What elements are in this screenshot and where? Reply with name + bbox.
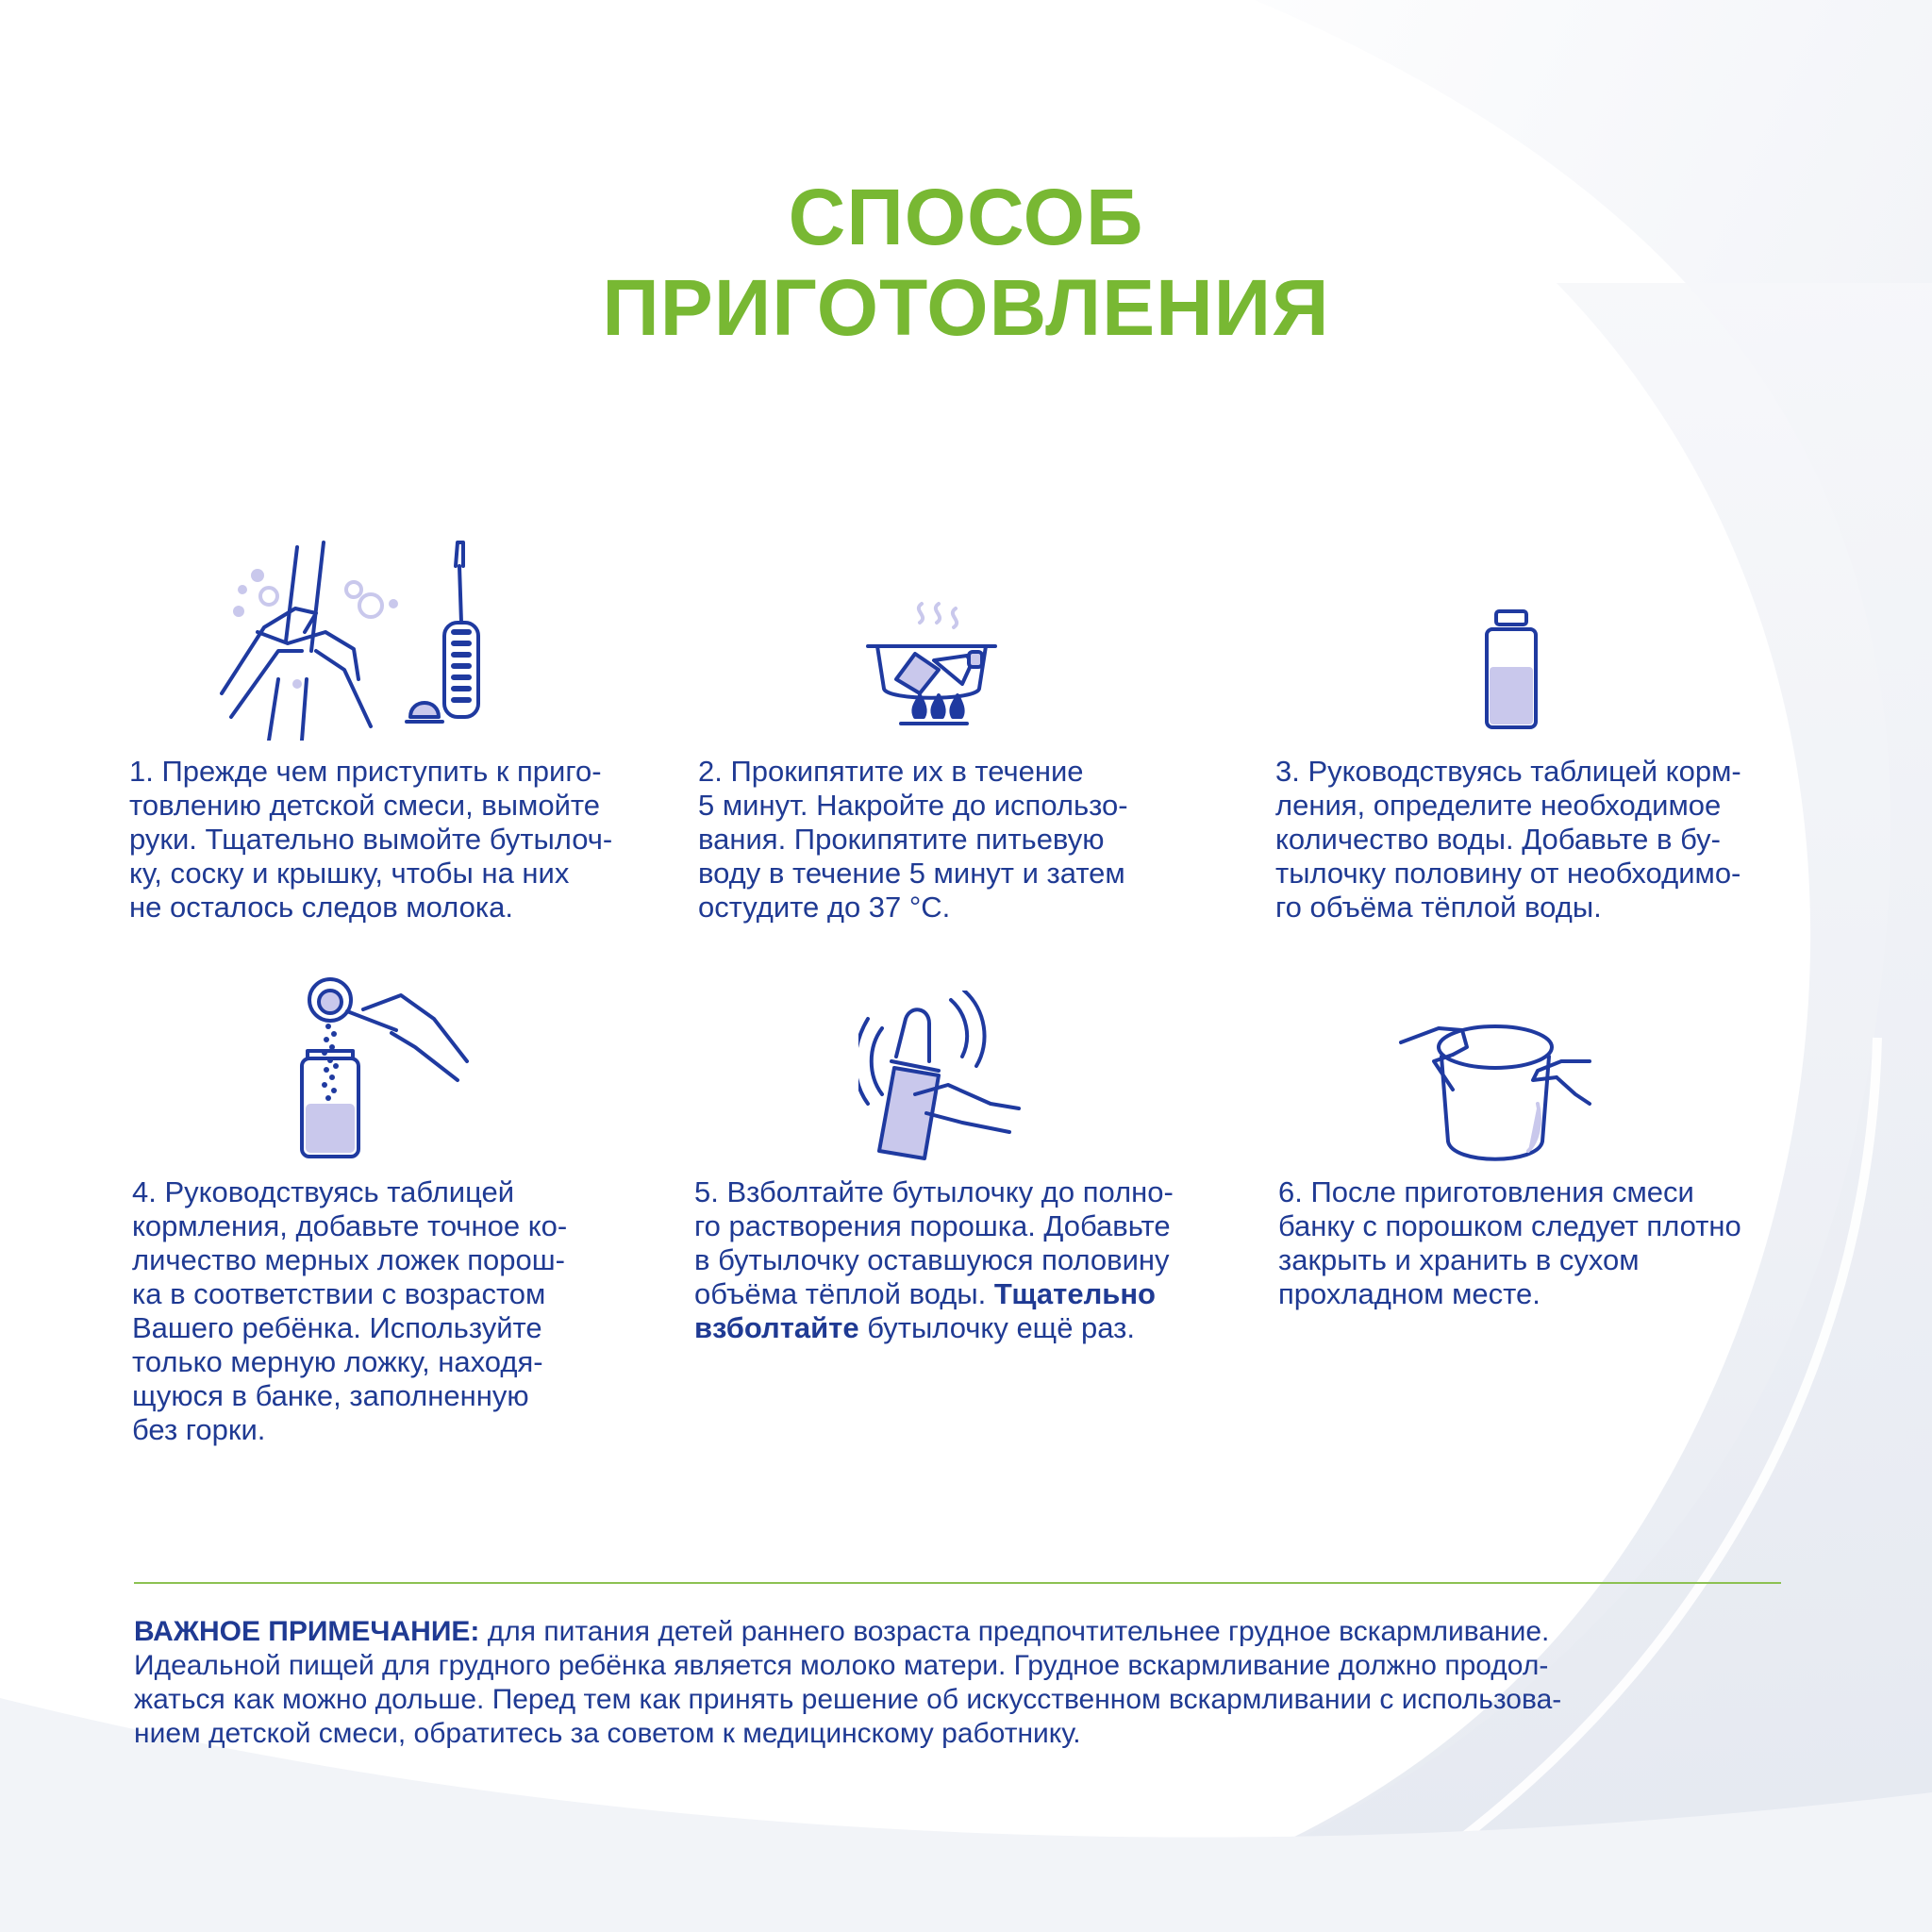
note-label: ВАЖНОЕ ПРИМЕЧАНИЕ: [134, 1616, 480, 1647]
hand-washing-bottle-brush-icon [212, 538, 533, 741]
pouring-powder-icon [292, 972, 472, 1160]
step-3-text: 3. Руководствуясь таблицей корм- ления, определите необходимое количество воды. Добавьте в бу- тылочку половину от необходимо- го объёма тёплой воды. [1275, 755, 1741, 924]
boiling-pot-icon [863, 599, 1000, 736]
closing-can-icon [1396, 1009, 1594, 1165]
step-4-text: 4. Руководствуясь таблицей кормления, добавьте точное ко- личество мерных ложек порош- ка в соответствии с возрастом Вашего ребёнка. Используйте только мерную ложку, находя- щуюся в банке, заполненную без горки. [132, 1175, 568, 1446]
title-line-1: СПОСОБ [788, 173, 1144, 261]
step-2-text: 2. Прокипятите их в течение 5 минут. Накройте до использо- вания. Прокипятите питьевую воду в течение 5 минут и затем остудите до 37 °С. [698, 755, 1128, 924]
step-5-text: 5. Взболтайте бутылочку до полно- го растворения порошка. Добавьте в бутылочку оставшуюся половину объёма тёплой воды. Тщательно взболтайте бутылочку ещё раз. [694, 1175, 1174, 1344]
important-note: ВАЖНОЕ ПРИМЕЧАНИЕ: для питания детей раннего возраста предпочтительнее грудное вскармливание. Идеальной пищей для грудного ребёнка является молоко матери. Грудное вскармливание должно продол- жаться как можно дольше. Перед тем как принять решение об искусственном вскармливании с использова- нием детской смеси, обратитесь за советом к медицинскому работнику. [134, 1616, 1562, 1749]
note-divider [134, 1582, 1781, 1584]
bottle-with-water-icon [1481, 608, 1541, 731]
step-6-text: 6. После приготовления смеси банку с порошком следует плотно закрыть и хранить в сухом прохладном месте. [1278, 1175, 1741, 1310]
page-title [0, 172, 1932, 353]
shaking-bottle-icon [858, 991, 1028, 1160]
title-line-2: ПРИГОТОВЛЕНИЯ [602, 263, 1330, 352]
step-1-text: 1. Прежде чем приступить к приго- товлению детской смеси, вымойте руки. Тщательно вымойте бутылоч- ку, соску и крышку, чтобы на них не осталось следов молока. [129, 755, 613, 924]
